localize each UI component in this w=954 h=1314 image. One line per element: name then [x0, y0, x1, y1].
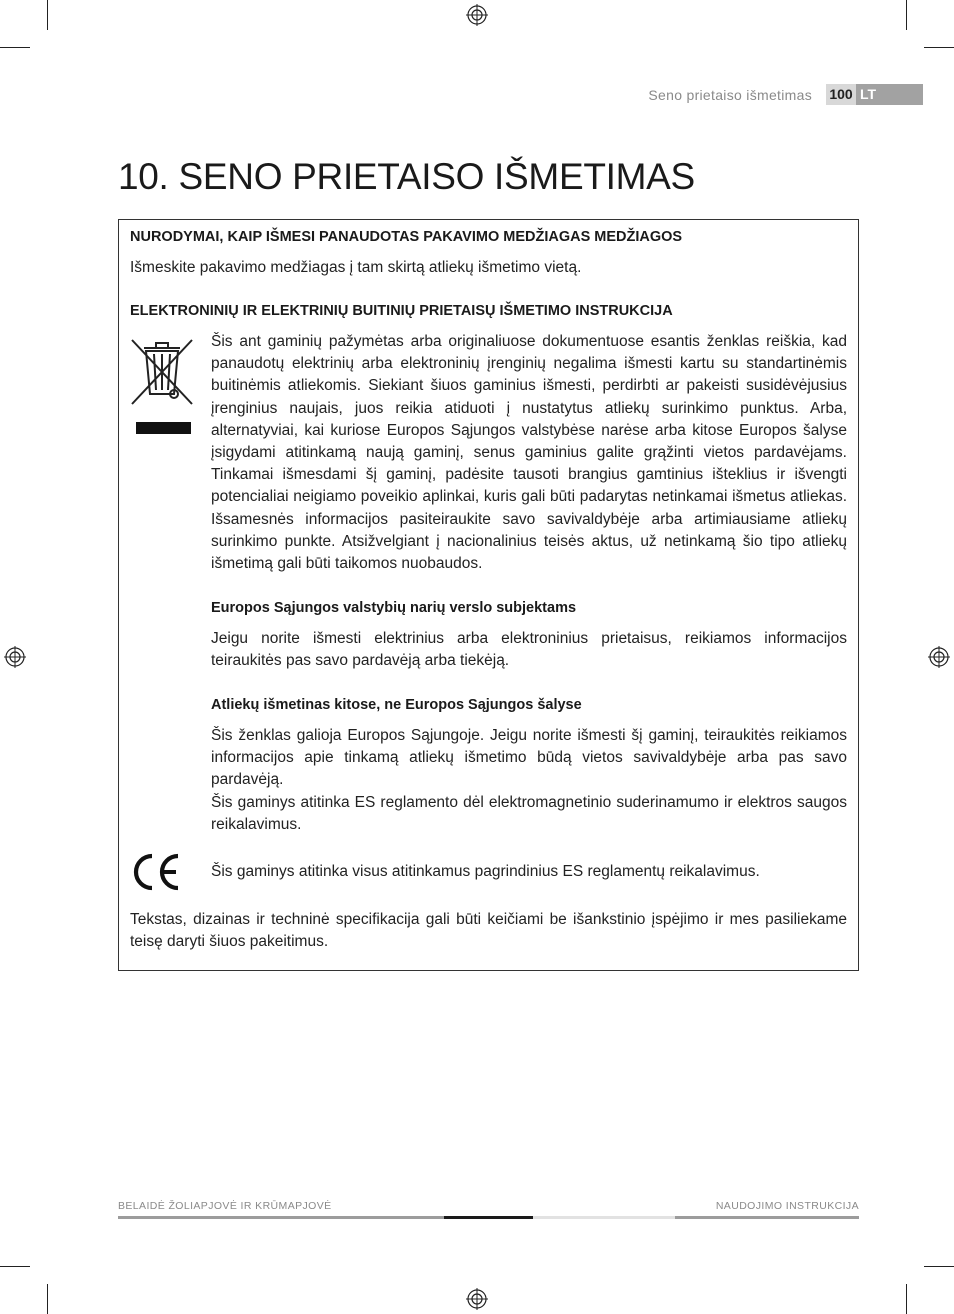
page-title: 10. SENO PRIETAISO IŠMETIMAS — [118, 156, 695, 197]
eu-business-heading: Europos Sąjungos valstybių narių verslo subjektams — [211, 600, 577, 616]
crop-mark — [47, 0, 48, 30]
packaging-text: Išmeskite pakavimo medžiagas į tam skirtą atliekų išmetimo vietą. — [130, 259, 582, 276]
weee-heading: ELEKTRONINIŲ IR ELEKTRINIŲ BUITINIŲ PRIETAISŲ IŠMETIMO INSTRUKCIJA — [130, 303, 673, 319]
non-eu-heading: Atliekų išmetinas kitose, ne Europos Sąjungos šalyse — [211, 697, 582, 713]
footer-rule — [118, 1216, 444, 1219]
registration-mark-icon — [466, 4, 488, 26]
crop-mark — [906, 1284, 907, 1314]
footer-rule — [444, 1216, 533, 1219]
weee-text: Šis ant gaminių pažymėtas arba originaliuose dokumentuose esantis ženklas reiškia, kad panaudotų elektrinių arba elektroninių įrenginių negalima išmesti kartu su standartinėmis buitinėmis atliekomis. Siekiant šiuos gaminius išmesti, perdirbti ar pakeisti susidėvėjusius įrenginius naujais, juos reikia atiduoti į nustatytus atliekų surinkimo punktus. Arba, alternatyviai, kai kuriose Europos Sąjungos valstybėse narėse arba kitose Europos šalyse įsigydami atitinkamą naują gaminį, senus gaminius galite grąžinti vietos pardavėjams. Tinkamai išmesdami šį gaminį, padėsite tausoti brangius gamtinius išteklius ir išvengti potencialiai neigiamo poveikio aplinkai, kuris gali būti padarytas netinkamai išmetus atliekas. Išsamesnės informacijos pasiteiraukite savo savivaldybėje arba artimiausiame atliekų surinkimo punkte. Atsižvelgiant į nacionalinius teisės aktus, už netinkamą šio tipo atliekų išmetimą gali būti taikomos nuobaudos. — [211, 333, 847, 573]
footer-document-type: NAUDOJIMO INSTRUKCIJA — [715, 1200, 859, 1212]
registration-mark-icon — [928, 646, 950, 668]
emc-text: Šis gaminys atitinka ES reglamento dėl elektromagnetinio suderinamumo ir elektros saugos reikalavimus. — [211, 794, 847, 834]
footer-product-name: BELAIDĖ ŽOLIAPJOVĖ IR KRŪMAPJOVĖ — [118, 1200, 332, 1212]
footer-rule — [533, 1216, 675, 1219]
eu-business-text: Jeigu norite išmesti elektrinius arba elektroninius prietaisus, reikiamos informacijos teiraukitės pas savo pardavėją arba tiekėją. — [211, 630, 847, 670]
disclaimer-text: Tekstas, dizainas ir techninė specifikacija gali būti keičiami be išankstinio įspėjimo ir mes pasiliekame teisę daryti šiuos pakeitimus. — [130, 911, 847, 951]
language-tag: LT — [856, 84, 923, 105]
crossed-out-wheelie-bin-icon — [130, 334, 194, 436]
running-header-title: Seno prietaiso išmetimas — [648, 87, 812, 103]
registration-mark-icon — [4, 646, 26, 668]
crop-mark — [924, 47, 954, 48]
ce-mark-icon — [130, 852, 182, 892]
crop-mark — [0, 47, 30, 48]
ce-text: Šis gaminys atitinka visus atitinkamus pagrindinius ES reglamentų reikalavimus. — [211, 863, 760, 880]
non-eu-text: Šis ženklas galioja Europos Sąjungoje. Jeigu norite išmesti šį gaminį, teiraukitės reikiamos informacijos apie tinkamą atliekų išmetimo būdą vietos savivaldybėje arba pas savo pardavėją. — [211, 727, 847, 789]
page-number: 100 — [826, 84, 856, 105]
registration-mark-icon — [466, 1288, 488, 1310]
crop-mark — [924, 1266, 954, 1267]
crop-mark — [47, 1284, 48, 1314]
crop-mark — [0, 1266, 30, 1267]
packaging-heading: NURODYMAI, KAIP IŠMESI PANAUDOTAS PAKAVIMO MEDŽIAGAS MEDŽIAGOS — [130, 229, 683, 245]
crop-mark — [906, 0, 907, 30]
footer-rule — [675, 1216, 859, 1219]
